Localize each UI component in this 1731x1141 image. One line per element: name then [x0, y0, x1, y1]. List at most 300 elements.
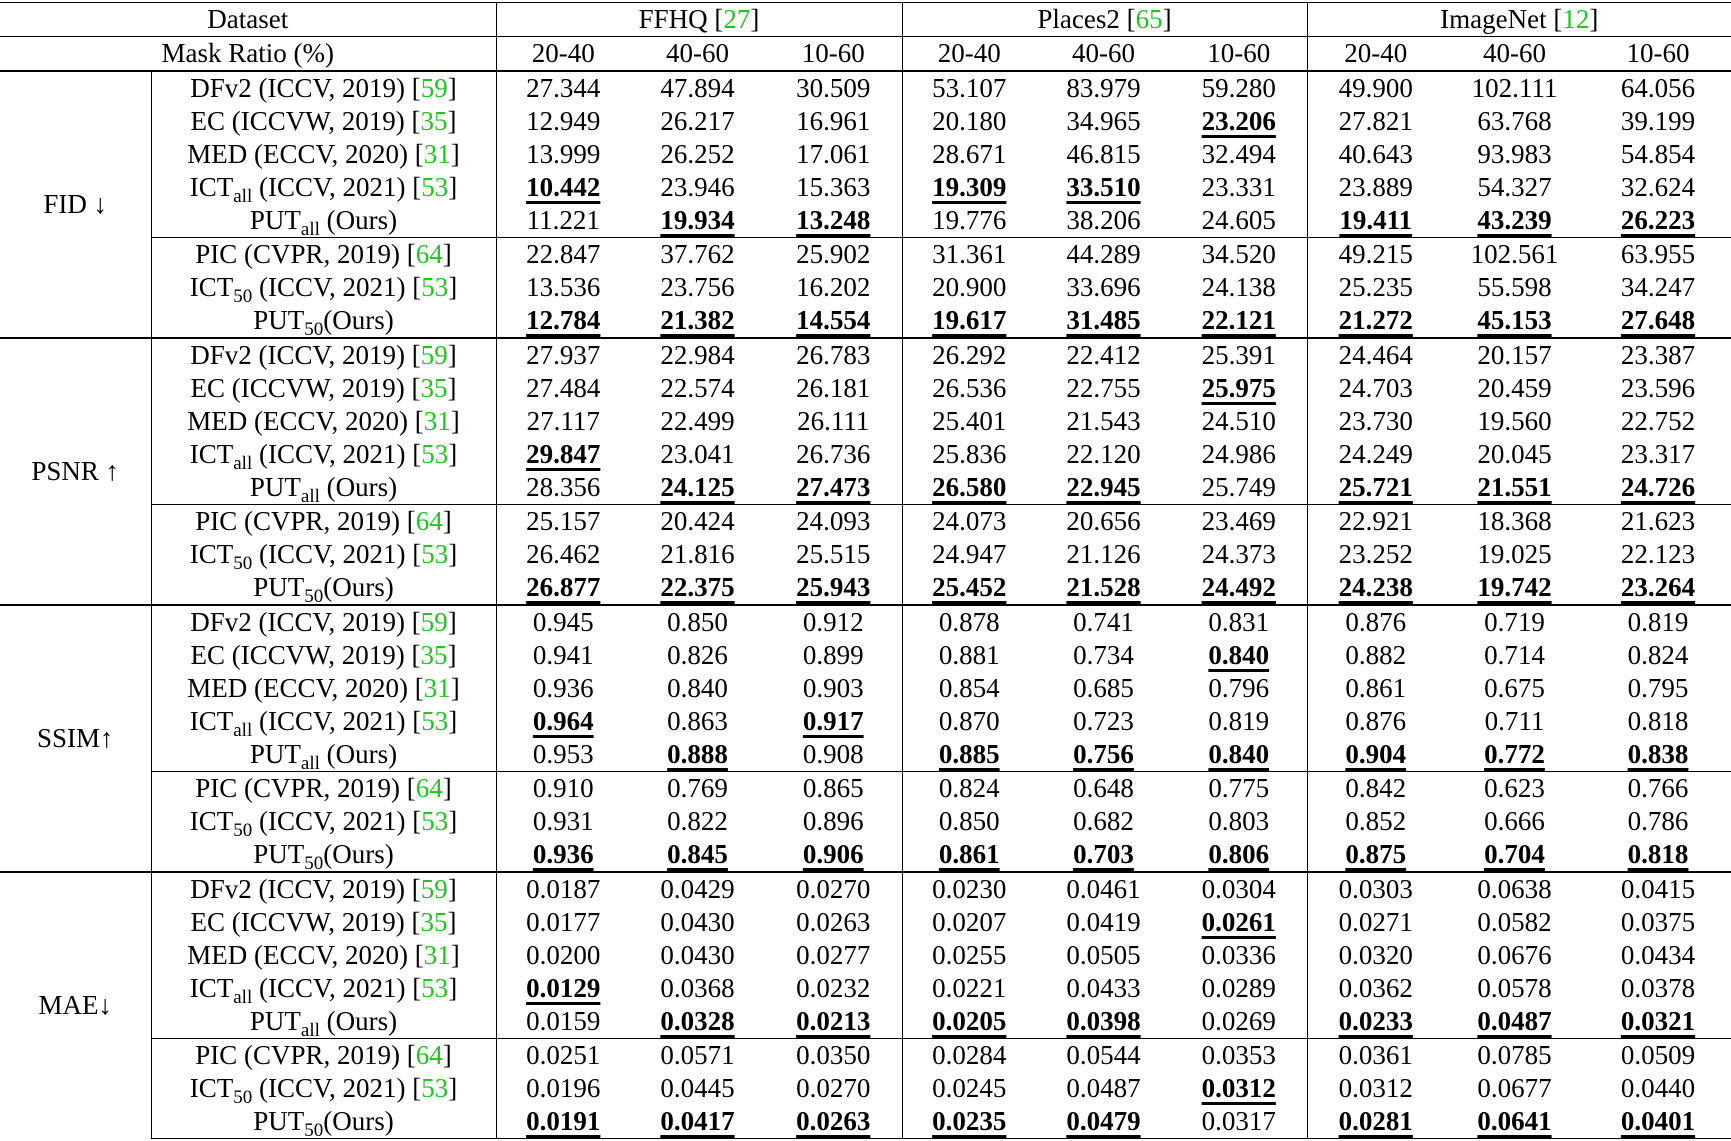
score-cell: 0.826	[667, 640, 728, 670]
score-cell: 24.125	[660, 472, 735, 502]
score-cell: 0.840	[1171, 639, 1307, 672]
method-name: EC (ICCVW, 2019) [35]	[151, 105, 496, 138]
score-cell: 0.0205	[932, 1006, 1007, 1036]
score-cell: 34.965	[1066, 106, 1141, 136]
table-row	[0, 238, 1731, 272]
score-cell: 0.917	[765, 705, 902, 738]
score-cell: 33.696	[1066, 272, 1141, 302]
table-row	[0, 505, 1731, 539]
score-cell: 0.0289	[1171, 972, 1307, 1005]
ratio-header: 20-40	[902, 37, 1036, 72]
score-cell: 25.836	[932, 439, 1007, 469]
score-cell: 20.900	[932, 272, 1007, 302]
score-cell: 23.317	[1620, 439, 1696, 469]
score-cell: 0.795	[1627, 673, 1689, 703]
score-cell: 0.0232	[765, 972, 902, 1005]
results-body	[0, 71, 1731, 1139]
score-cell: 59.280	[1171, 71, 1307, 105]
score-cell: 24.073	[902, 505, 1036, 539]
score-cell: 26.877	[526, 572, 601, 602]
score-cell: 24.605	[1171, 204, 1307, 238]
metric-label: FID ↓	[0, 71, 151, 338]
score-cell: 0.840	[1171, 738, 1307, 772]
metric-label: PSNR ↑	[0, 338, 151, 605]
score-cell: 27.117	[526, 406, 600, 436]
score-cell: 0.0233	[1338, 1006, 1413, 1036]
score-cell: 0.711	[1484, 706, 1545, 736]
score-cell: 0.888	[667, 739, 728, 769]
score-cell: 19.934	[660, 205, 735, 235]
score-cell: 23.041	[660, 439, 735, 469]
score-cell: 0.0263	[765, 906, 902, 939]
table-row	[0, 972, 1731, 1005]
score-cell: 0.0129	[526, 973, 601, 1003]
score-cell: 0.0433	[1066, 973, 1141, 1003]
results-table	[0, 2, 1731, 1139]
score-cell: 39.199	[1620, 106, 1696, 136]
score-cell: 0.818	[1627, 706, 1689, 736]
score-cell: 0.796	[1171, 672, 1307, 705]
score-cell: 0.822	[667, 806, 728, 836]
score-cell: 10.442	[526, 172, 601, 202]
metric-label: MAE↓	[0, 872, 151, 1139]
score-cell: 38.206	[1066, 205, 1141, 235]
score-cell: 25.452	[932, 572, 1007, 602]
score-cell: 0.0375	[1620, 907, 1696, 937]
score-cell: 0.882	[1345, 640, 1407, 670]
score-cell: 0.0196	[526, 1073, 601, 1103]
score-cell: 23.730	[1338, 406, 1413, 436]
score-cell: 24.510	[1171, 405, 1307, 438]
ratio-header: 10-60	[1585, 37, 1731, 72]
score-cell: 24.703	[1338, 373, 1413, 403]
score-cell: 17.061	[765, 138, 902, 171]
score-cell: 63.768	[1477, 106, 1552, 136]
score-cell: 0.0263	[765, 1105, 902, 1139]
method-name: EC (ICCVW, 2019) [35]	[151, 906, 496, 939]
table-row	[0, 538, 1731, 571]
score-cell: 13.248	[765, 204, 902, 238]
score-cell: 24.492	[1171, 571, 1307, 605]
score-cell: 20.045	[1477, 439, 1552, 469]
method-name: $ICT_{50}$ (ICCV, 2021) [53]	[151, 1072, 496, 1105]
method-name: $PUT_{50}(Ours)$	[151, 571, 496, 605]
score-cell: 0.881	[938, 640, 1000, 670]
score-cell: 22.921	[1307, 505, 1444, 539]
score-cell: 32.624	[1620, 172, 1696, 202]
method-name: $ICT_{50}$ (ICCV, 2021) [53]	[151, 805, 496, 838]
table-row	[0, 271, 1731, 304]
score-cell: 0.906	[765, 838, 902, 872]
score-cell: 21.816	[660, 539, 735, 569]
table-row	[0, 1105, 1731, 1139]
score-cell: 13.536	[526, 272, 601, 302]
score-cell: 0.786	[1627, 806, 1689, 836]
score-cell: 64.056	[1585, 71, 1731, 105]
score-cell: 0.0304	[1171, 872, 1307, 906]
score-cell: 26.217	[660, 106, 735, 136]
score-cell: 21.528	[1066, 572, 1141, 602]
score-cell: 16.961	[765, 105, 902, 138]
table-row	[0, 338, 1731, 372]
method-name: PIC (CVPR, 2019) [64]	[151, 1039, 496, 1073]
score-cell: 0.775	[1171, 772, 1307, 806]
score-cell: 0.840	[667, 673, 728, 703]
score-cell: 24.373	[1171, 538, 1307, 571]
score-cell: 26.462	[526, 539, 601, 569]
score-cell: 0.0207	[932, 907, 1007, 937]
score-cell: 0.0677	[1477, 1073, 1552, 1103]
dataset-places2-header: Places2 [65]	[902, 3, 1307, 37]
score-cell: 0.863	[667, 706, 728, 736]
score-cell: 22.499	[660, 406, 735, 436]
score-cell: 0.0277	[765, 939, 902, 972]
method-name: $PUT_{all}$ (Ours)	[151, 738, 496, 772]
score-cell: 0.0638	[1444, 872, 1585, 906]
score-cell: 93.983	[1477, 139, 1552, 169]
score-cell: 11.221	[526, 205, 600, 235]
table-row	[0, 772, 1731, 806]
score-cell: 0.0461	[1036, 872, 1171, 906]
score-cell: 27.937	[496, 338, 630, 372]
score-cell: 21.272	[1338, 305, 1413, 335]
score-cell: 23.264	[1620, 572, 1696, 602]
score-cell: 0.0571	[630, 1039, 765, 1073]
score-cell: 49.900	[1307, 71, 1444, 105]
score-cell: 0.772	[1484, 739, 1545, 769]
score-cell: 0.0321	[1620, 1006, 1696, 1036]
score-cell: 0.0479	[1036, 1105, 1171, 1139]
score-cell: 29.847	[526, 439, 601, 469]
score-cell: 0.741	[1036, 605, 1171, 639]
score-cell: 20.180	[932, 106, 1007, 136]
score-cell: 27.648	[1620, 305, 1696, 335]
table-row	[0, 438, 1731, 471]
method-name: MED (ECCV, 2020) [31]	[151, 405, 496, 438]
score-cell: 24.726	[1620, 472, 1696, 502]
mask-ratio-header: Mask Ratio (%)	[0, 37, 496, 72]
table-row	[0, 571, 1731, 605]
score-cell: 0.734	[1073, 640, 1134, 670]
score-cell: 0.850	[938, 806, 1000, 836]
score-cell: 0.0269	[1171, 1005, 1307, 1039]
score-cell: 0.0271	[1338, 907, 1413, 937]
table-row	[0, 939, 1731, 972]
score-cell: 55.598	[1477, 272, 1552, 302]
score-cell: 0.0505	[1066, 940, 1141, 970]
score-cell: 0.806	[1171, 838, 1307, 872]
score-cell: 0.910	[496, 772, 630, 806]
ratio-header: 40-60	[630, 37, 765, 72]
score-cell: 23.946	[660, 172, 735, 202]
score-cell: 26.736	[765, 438, 902, 471]
score-cell: 0.0417	[630, 1105, 765, 1139]
method-name: PIC (CVPR, 2019) [64]	[151, 505, 496, 539]
score-cell: 31.485	[1066, 305, 1141, 335]
score-cell: 0.0368	[660, 973, 735, 1003]
score-cell: 31.361	[902, 238, 1036, 272]
score-cell: 0.845	[667, 839, 728, 869]
score-cell: 0.682	[1073, 806, 1134, 836]
score-cell: 0.623	[1444, 772, 1585, 806]
table-row	[0, 471, 1731, 505]
score-cell: 23.206	[1171, 105, 1307, 138]
score-cell: 0.850	[630, 605, 765, 639]
metric-label: SSIM↑	[0, 605, 151, 872]
score-cell: 0.904	[1345, 739, 1407, 769]
table-row	[0, 872, 1731, 906]
score-cell: 22.752	[1620, 406, 1696, 436]
score-cell: 22.375	[660, 572, 735, 602]
score-cell: 24.093	[765, 505, 902, 539]
score-cell: 83.979	[1036, 71, 1171, 105]
score-cell: 54.854	[1620, 139, 1696, 169]
score-cell: 102.561	[1444, 238, 1585, 272]
score-cell: 25.943	[765, 571, 902, 605]
score-cell: 0.945	[496, 605, 630, 639]
score-cell: 0.675	[1484, 673, 1545, 703]
score-cell: 0.842	[1307, 772, 1444, 806]
score-cell: 23.596	[1620, 373, 1696, 403]
score-cell: 0.0261	[1171, 906, 1307, 939]
method-name: DFv2 (ICCV, 2019) [59]	[151, 872, 496, 906]
score-cell: 0.0430	[660, 907, 735, 937]
score-cell: 19.617	[932, 305, 1007, 335]
score-cell: 20.157	[1444, 338, 1585, 372]
score-cell: 0.0544	[1036, 1039, 1171, 1073]
ratio-header: 20-40	[496, 37, 630, 72]
score-cell: 0.0361	[1307, 1039, 1444, 1073]
score-cell: 27.821	[1338, 106, 1413, 136]
ratio-header: 20-40	[1307, 37, 1444, 72]
score-cell: 45.153	[1477, 305, 1552, 335]
table-row	[0, 1072, 1731, 1105]
score-cell: 0.0159	[526, 1006, 601, 1036]
score-cell: 0.666	[1484, 806, 1545, 836]
score-cell: 0.896	[765, 805, 902, 838]
score-cell: 0.931	[532, 806, 594, 836]
score-cell: 23.331	[1171, 171, 1307, 204]
score-cell: 22.123	[1620, 539, 1696, 569]
score-cell: 19.025	[1477, 539, 1552, 569]
method-name: $ICT_{all}$ (ICCV, 2021) [53]	[151, 171, 496, 204]
score-cell: 0.648	[1036, 772, 1171, 806]
method-name: $PUT_{all}$ (Ours)	[151, 204, 496, 238]
score-cell: 19.776	[932, 205, 1007, 235]
score-cell: 0.964	[532, 706, 594, 736]
table-row	[0, 105, 1731, 138]
table-row	[0, 372, 1731, 405]
score-cell: 0.0177	[526, 907, 601, 937]
score-cell: 0.0317	[1171, 1105, 1307, 1139]
score-cell: 49.215	[1307, 238, 1444, 272]
score-cell: 0.885	[938, 739, 1000, 769]
score-cell: 0.0378	[1620, 973, 1696, 1003]
score-cell: 26.181	[765, 372, 902, 405]
table-row	[0, 805, 1731, 838]
header-row-ratios	[0, 37, 1731, 72]
score-cell: 25.975	[1171, 372, 1307, 405]
score-cell: 22.574	[660, 373, 735, 403]
score-cell: 27.484	[526, 373, 601, 403]
table-row	[0, 405, 1731, 438]
score-cell: 0.819	[1585, 605, 1731, 639]
score-cell: 0.0230	[902, 872, 1036, 906]
method-name: EC (ICCVW, 2019) [35]	[151, 639, 496, 672]
score-cell: 0.0312	[1171, 1072, 1307, 1105]
score-cell: 37.762	[630, 238, 765, 272]
dataset-ffhq-header: FFHQ [27]	[496, 3, 902, 37]
score-cell: 0.936	[532, 839, 594, 869]
ratio-header: 10-60	[765, 37, 902, 72]
score-cell: 0.875	[1345, 839, 1407, 869]
score-cell: 32.494	[1171, 138, 1307, 171]
score-cell: 21.543	[1066, 406, 1141, 436]
score-cell: 0.0245	[932, 1073, 1007, 1103]
score-cell: 0.0582	[1477, 907, 1552, 937]
score-cell: 63.955	[1585, 238, 1731, 272]
score-cell: 0.0270	[765, 1072, 902, 1105]
score-cell: 0.766	[1585, 772, 1731, 806]
score-cell: 24.238	[1338, 572, 1413, 602]
score-cell: 0.861	[938, 839, 1000, 869]
score-cell: 0.852	[1345, 806, 1407, 836]
score-cell: 0.953	[532, 739, 594, 769]
score-cell: 26.111	[765, 405, 902, 438]
score-cell: 22.755	[1066, 373, 1141, 403]
score-cell: 19.560	[1477, 406, 1552, 436]
score-cell: 23.889	[1338, 172, 1413, 202]
score-cell: 23.252	[1338, 539, 1413, 569]
method-name: $ICT_{all}$ (ICCV, 2021) [53]	[151, 705, 496, 738]
table-row	[0, 605, 1731, 639]
dataset-header: Dataset	[0, 3, 496, 37]
table-row	[0, 838, 1731, 872]
score-cell: 22.412	[1036, 338, 1171, 372]
score-cell: 54.327	[1477, 172, 1552, 202]
score-cell: 0.803	[1171, 805, 1307, 838]
score-cell: 20.459	[1477, 373, 1552, 403]
score-cell: 12.784	[526, 305, 601, 335]
method-name: DFv2 (ICCV, 2019) [59]	[151, 338, 496, 372]
method-name: PIC (CVPR, 2019) [64]	[151, 772, 496, 806]
score-cell: 0.0419	[1066, 907, 1141, 937]
table-row	[0, 138, 1731, 171]
score-cell: 14.554	[765, 304, 902, 338]
score-cell: 24.986	[1171, 438, 1307, 471]
score-cell: 23.469	[1171, 505, 1307, 539]
score-cell: 25.391	[1171, 338, 1307, 372]
score-cell: 19.309	[932, 172, 1007, 202]
table-row	[0, 304, 1731, 338]
score-cell: 24.947	[932, 539, 1007, 569]
ratio-header: 40-60	[1036, 37, 1171, 72]
score-cell: 26.223	[1620, 205, 1696, 235]
score-cell: 0.818	[1627, 839, 1689, 869]
score-cell: 0.824	[902, 772, 1036, 806]
score-cell: 0.685	[1073, 673, 1134, 703]
score-cell: 0.876	[1307, 605, 1444, 639]
score-cell: 0.870	[938, 706, 1000, 736]
score-cell: 22.121	[1171, 304, 1307, 338]
score-cell: 25.235	[1338, 272, 1413, 302]
table-row	[0, 738, 1731, 772]
score-cell: 0.0312	[1338, 1073, 1413, 1103]
score-cell: 21.551	[1477, 472, 1552, 502]
header-row-datasets	[0, 3, 1731, 37]
score-cell: 0.838	[1627, 739, 1689, 769]
score-cell: 0.0350	[765, 1039, 902, 1073]
score-cell: 25.749	[1171, 471, 1307, 505]
score-cell: 0.0320	[1338, 940, 1413, 970]
table-row	[0, 639, 1731, 672]
table-row	[0, 672, 1731, 705]
score-cell: 102.111	[1444, 71, 1585, 105]
method-name: $ICT_{50}$ (ICCV, 2021) [53]	[151, 271, 496, 304]
score-cell: 0.0362	[1338, 973, 1413, 1003]
score-cell: 0.0213	[765, 1005, 902, 1039]
score-cell: 21.623	[1585, 505, 1731, 539]
score-cell: 15.363	[765, 171, 902, 204]
score-cell: 0.908	[765, 738, 902, 772]
score-cell: 47.894	[630, 71, 765, 105]
score-cell: 0.854	[938, 673, 1000, 703]
score-cell: 23.387	[1585, 338, 1731, 372]
score-cell: 0.936	[532, 673, 594, 703]
table-row	[0, 204, 1731, 238]
score-cell: 20.656	[1036, 505, 1171, 539]
table-row	[0, 906, 1731, 939]
score-cell: 0.819	[1171, 705, 1307, 738]
score-cell: 0.0284	[902, 1039, 1036, 1073]
table-row	[0, 705, 1731, 738]
score-cell: 25.721	[1338, 472, 1413, 502]
score-cell: 0.769	[630, 772, 765, 806]
score-cell: 26.536	[932, 373, 1007, 403]
score-cell: 21.126	[1066, 539, 1141, 569]
dataset-imagenet-header: ImageNet [12]	[1307, 3, 1731, 37]
score-cell: 0.0235	[902, 1105, 1036, 1139]
method-name: $PUT_{all}$ (Ours)	[151, 471, 496, 505]
score-cell: 0.0191	[496, 1105, 630, 1139]
score-cell: 0.714	[1484, 640, 1545, 670]
score-cell: 0.0401	[1585, 1105, 1731, 1139]
score-cell: 24.464	[1307, 338, 1444, 372]
score-cell: 26.292	[902, 338, 1036, 372]
score-cell: 0.0398	[1066, 1006, 1141, 1036]
score-cell: 22.120	[1066, 439, 1141, 469]
score-cell: 23.756	[660, 272, 735, 302]
score-cell: 46.815	[1066, 139, 1141, 169]
score-cell: 26.252	[660, 139, 735, 169]
score-cell: 28.356	[526, 472, 601, 502]
score-cell: 26.783	[765, 338, 902, 372]
score-cell: 0.0281	[1307, 1105, 1444, 1139]
method-name: EC (ICCVW, 2019) [35]	[151, 372, 496, 405]
score-cell: 53.107	[902, 71, 1036, 105]
score-cell: 43.239	[1477, 205, 1552, 235]
method-name: MED (ECCV, 2020) [31]	[151, 138, 496, 171]
method-name: $PUT_{50}(Ours)$	[151, 1105, 496, 1139]
score-cell: 0.0785	[1444, 1039, 1585, 1073]
score-cell: 25.157	[496, 505, 630, 539]
score-cell: 40.643	[1338, 139, 1413, 169]
score-cell: 0.865	[765, 772, 902, 806]
score-cell: 44.289	[1036, 238, 1171, 272]
score-cell: 0.824	[1627, 640, 1689, 670]
table-row	[0, 71, 1731, 105]
score-cell: 0.0303	[1307, 872, 1444, 906]
